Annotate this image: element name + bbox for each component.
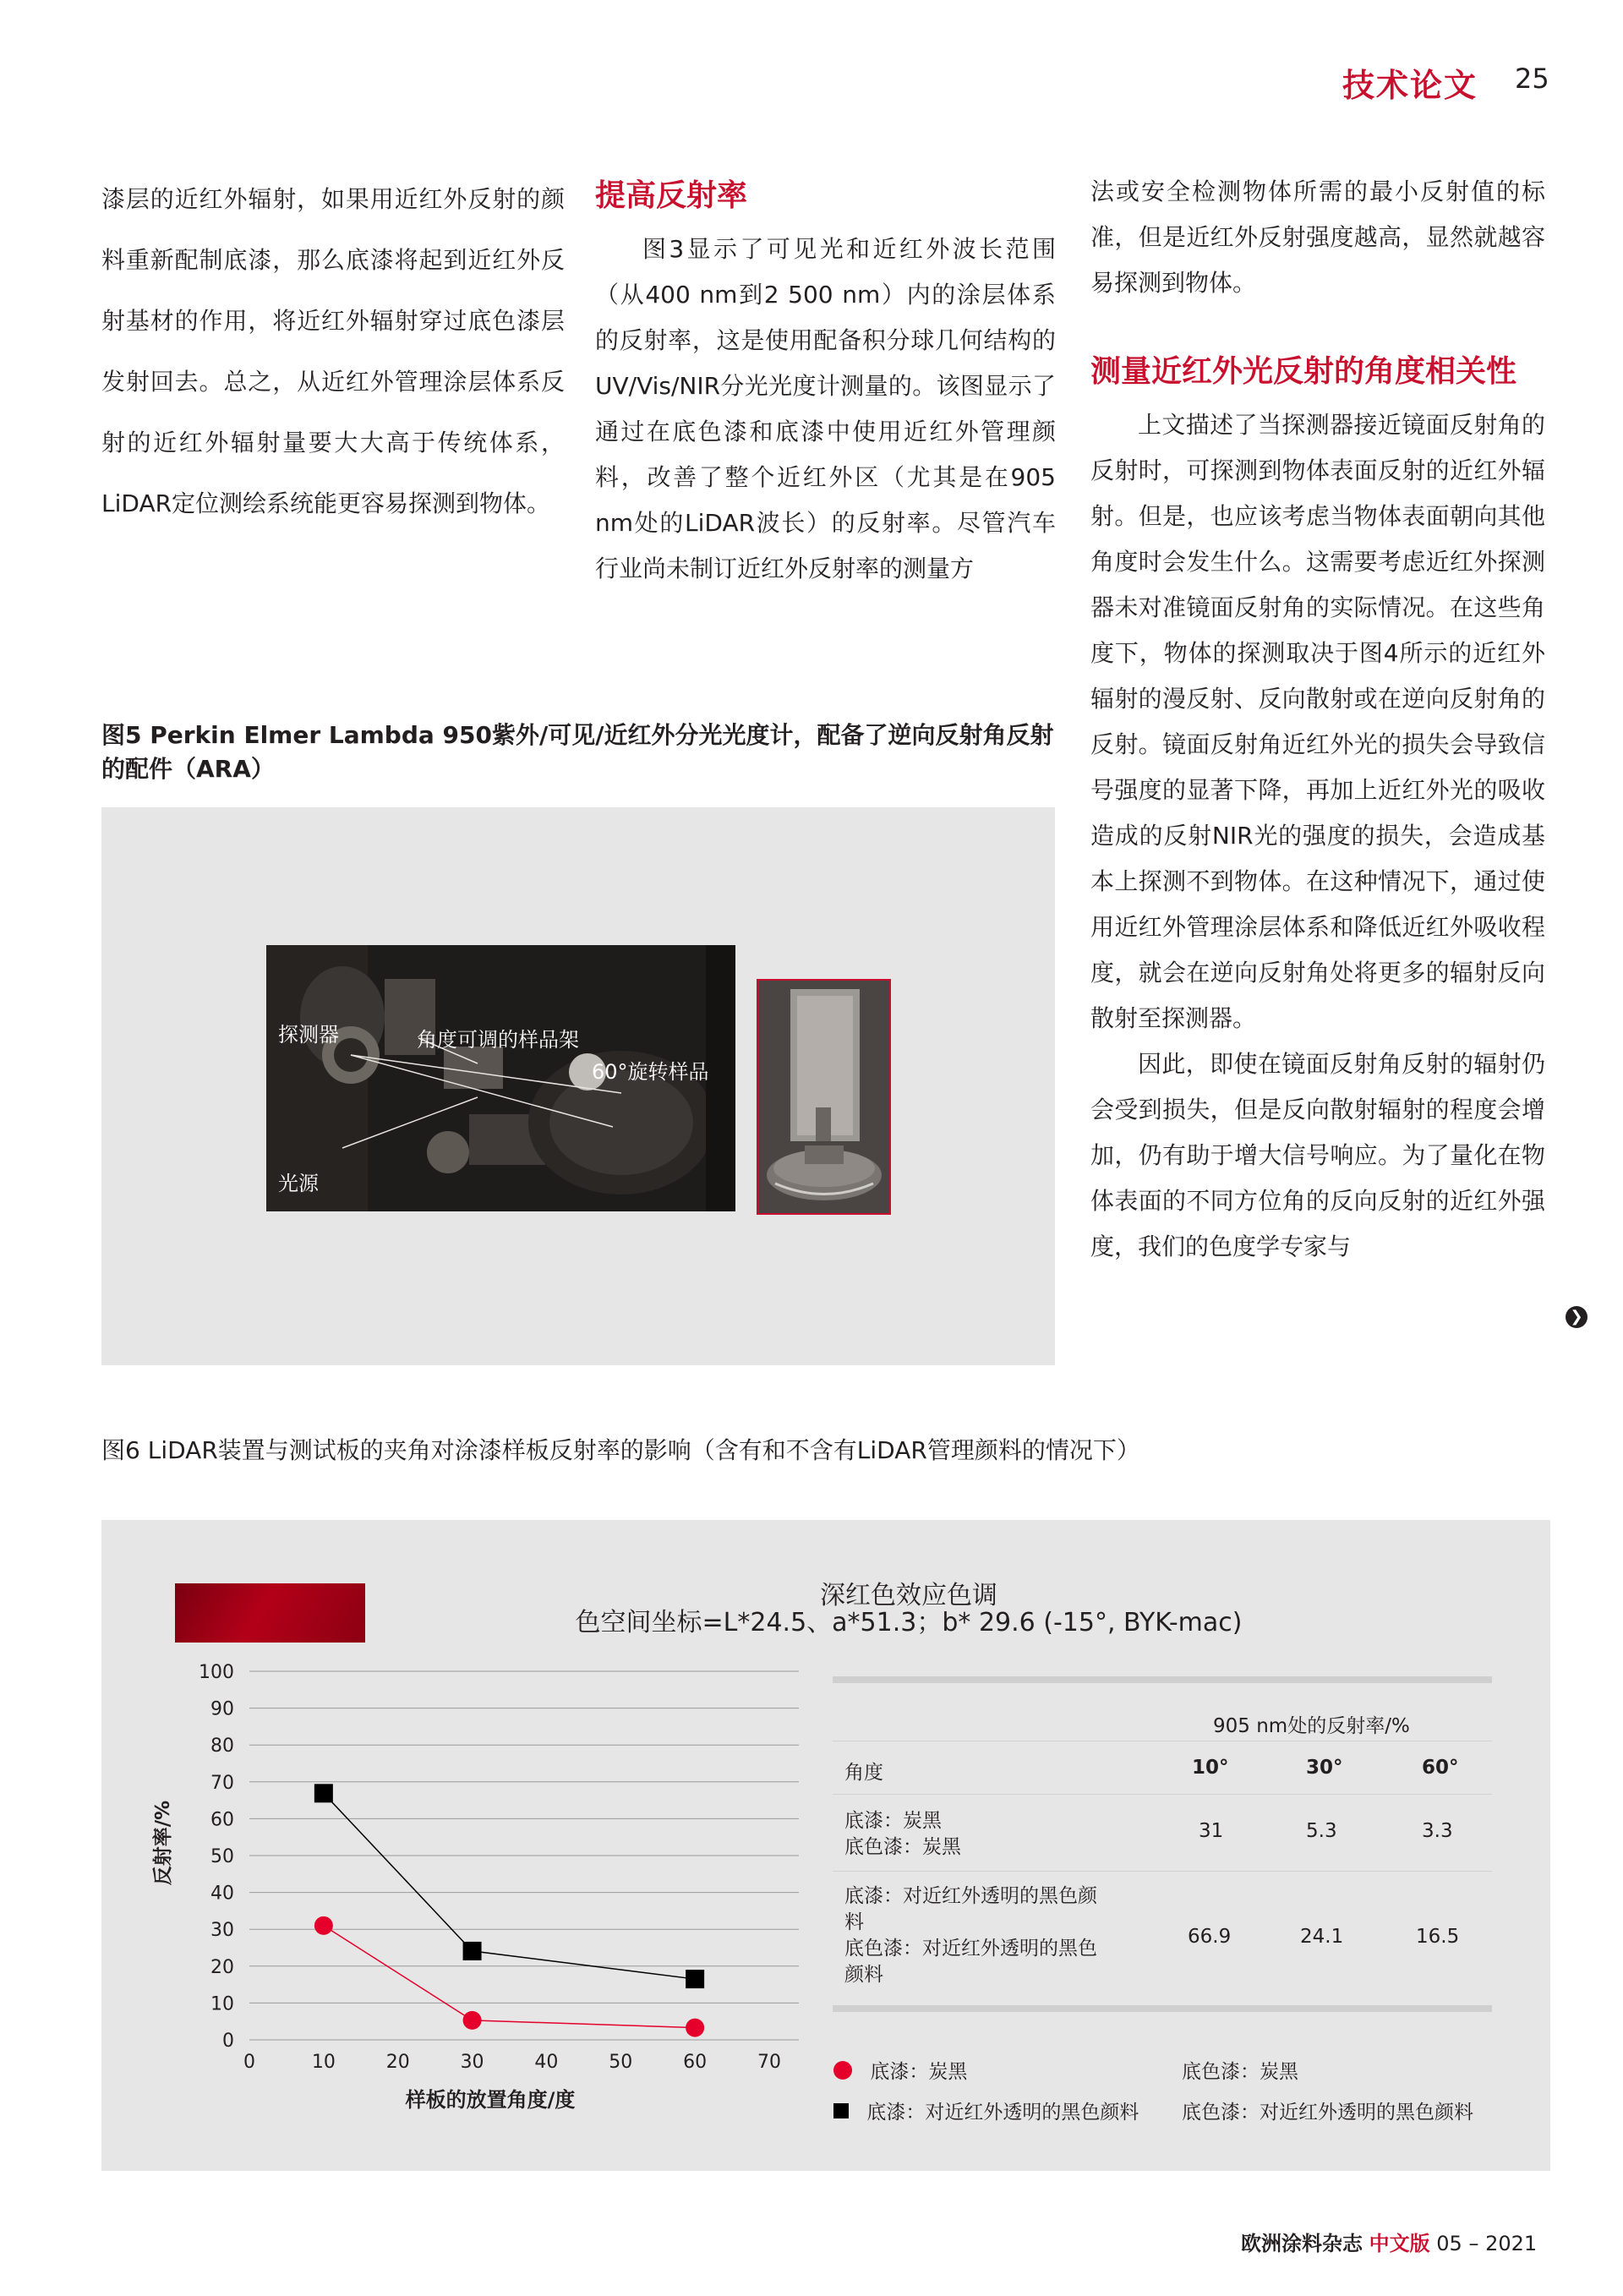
legend-item <box>833 2096 1139 2124</box>
heading-angle-dependence: 测量近红外光反射的角度相关性 <box>1090 354 1517 389</box>
x-tick-label: 40 <box>534 2052 559 2073</box>
y-tick-label: 40 <box>210 1883 234 1905</box>
y-tick-label: 20 <box>210 1956 234 1978</box>
table-angle-10: 10° <box>1192 1757 1229 1779</box>
column-2 <box>595 169 1056 592</box>
table-top-rule <box>833 1676 1492 1683</box>
table-cell: 24.1 <box>1300 1926 1344 1948</box>
column-3 <box>1090 169 1545 1270</box>
reflectance-chart <box>101 1648 828 2122</box>
legend-square-icon <box>833 2103 849 2118</box>
x-tick-label: 70 <box>757 2052 781 2073</box>
column-3-paragraph-2: 因此，即使在镜面反射角反射的辐射仍会受到损失，但是反向散射辐射的程度会增加，仍有助于增大信号响应。为了量化在物体表面的不同方位角的反向反射的近红外强度，我们的色度学专家与 <box>1090 1050 1545 1260</box>
y-tick-label: 30 <box>210 1920 234 1942</box>
table-cell: 16.5 <box>1416 1926 1460 1948</box>
table-row-label: 底漆：对近红外透明的黑色颜料 底色漆：对近红外透明的黑色颜料 <box>844 1885 1097 1986</box>
legend-primer-label: 底漆：对近红外透明的黑色颜料 <box>866 2102 1139 2124</box>
y-tick-label: 10 <box>210 1993 234 2015</box>
table-cell: 3.3 <box>1422 1820 1453 1842</box>
x-axis-label: 样板的放置角度/度 <box>405 2088 576 2112</box>
x-tick-label: 60 <box>683 2052 708 2073</box>
chart-title: 深红色效应色调 <box>820 1581 997 1610</box>
column-1-text: 漆层的近红外辐射，如果用近红外反射的颜料重新配制底漆，那么底漆将起到近红外反射基材的作用，将近红外辐射穿过底色漆层发射回去。总之，从近红外管理涂层体系反射的近红外辐射量要大大高于传统体系，LiDAR定位测绘系统能更容易探测到物体。 <box>101 185 565 517</box>
table-cell: 5.3 <box>1306 1820 1337 1842</box>
x-tick-label: 10 <box>311 2052 336 2073</box>
data-point <box>686 2019 704 2037</box>
series-line <box>324 1926 695 2028</box>
footer-edition: 中文版 <box>1369 2232 1430 2255</box>
y-tick-labels <box>199 1662 234 2052</box>
chart-series <box>314 1784 704 2036</box>
column-1 <box>101 169 565 534</box>
figure-6-caption: 图6 LiDAR装置与测试板的夹角对涂漆样板反射率的影响（含有和不含有LiDAR管理颜料的情况下） <box>101 1436 1140 1464</box>
data-point <box>463 1942 482 1960</box>
data-point <box>463 2011 482 2030</box>
legend-basecoat-label: 底色漆：对近红外透明的黑色颜料 <box>1182 2102 1473 2124</box>
column-3-intro: 法或安全检测物体所需的最小反射值的标准，但是近红外反射强度越高，显然就越容易探测到物体。 <box>1090 178 1545 297</box>
table-group-header: 905 nm处的反射率/% <box>1213 1715 1410 1737</box>
reflectance-table <box>833 1676 1492 2012</box>
continue-arrow-icon: ❯ <box>1566 1306 1587 1328</box>
legend-primer-label: 底漆：炭黑 <box>870 2061 968 2083</box>
legend-item <box>1182 2096 1473 2124</box>
y-tick-label: 50 <box>210 1846 234 1867</box>
footer <box>1241 2227 1537 2256</box>
footer-magazine: 欧洲涂料杂志 <box>1241 2232 1363 2255</box>
table-cell: 66.9 <box>1188 1926 1232 1948</box>
x-tick-label: 30 <box>460 2052 484 2073</box>
x-tick-label: 20 <box>385 2052 410 2073</box>
table-group-header-row <box>833 1683 1492 1741</box>
table-bottom-rule <box>833 2005 1492 2012</box>
spectrophotometer-photo <box>266 945 735 1211</box>
table-header-row <box>833 1741 1492 1795</box>
table-cell: 31 <box>1199 1820 1224 1842</box>
column-3-paragraph-1: 上文描述了当探测器接近镜面反射角的反射时，可探测到物体表面反射的近红外辐射。但是，也应该考虑当物体表面朝向其他角度时会发生什么。这需要考虑近红外探测器未对准镜面反射角的实际情况。在这些角度下，物体的探测取决于图4所示的近红外辐射的漫反射、反向散射或在逆向反射角的反射。镜面反射角近红外光的损失会导致信号强度的显著下降，再加上近红外光的吸收造成的反射NIR光的强度的损失，会造成基本上探测不到物体。在这种情况下，通过使用近红外管理涂层体系和降低近红外吸收程度，就会在逆向反射角处将更多的辐射反向散射至探测器。 <box>1090 411 1545 1032</box>
legend-item <box>833 2056 967 2084</box>
section-title: 技术论文 <box>1342 67 1478 104</box>
accessory-photo <box>757 979 891 1215</box>
column-2-paragraph: 图3显示了可见光和近红外波长范围（从400 nm到2 500 nm）内的涂层体系的反射率，这是使用配备积分球几何结构的UV/Vis/NIR分光光度计测量的。该图显示了通过在底色漆和底漆中使用近红外管理颜料，改善了整个近红外区（尤其是在905 nm处的LiDAR波长）的反射率。尽管汽车行业尚未制订近红外反射率的测量方 <box>595 235 1056 582</box>
y-tick-label: 100 <box>199 1662 234 1683</box>
label-rotate-sample: 60°旋转样品 <box>592 1060 709 1084</box>
data-point <box>314 1916 333 1935</box>
y-tick-label: 90 <box>210 1698 234 1720</box>
data-point <box>314 1784 333 1802</box>
table-row <box>833 1795 1492 1872</box>
table-col-label: 角度 <box>844 1762 883 1784</box>
accessory-illustration <box>758 981 889 1213</box>
footer-issue: 05 – 2021 <box>1436 2232 1538 2255</box>
x-tick-labels <box>243 2052 781 2073</box>
table-angle-30: 30° <box>1306 1757 1343 1779</box>
label-sample-holder: 角度可调的样品架 <box>417 1028 579 1052</box>
x-tick-label: 50 <box>609 2052 633 2073</box>
label-light-source: 光源 <box>278 1172 319 1195</box>
page-number: 25 <box>1515 63 1549 95</box>
chart-subtitle: 色空间坐标=L*24.5、a*51.3；b* 29.6 (-15°, BYK-mac) <box>575 1608 1243 1637</box>
y-tick-label: 70 <box>210 1772 234 1794</box>
heading-improve-reflectance: 提高反射率 <box>595 178 748 213</box>
table-row <box>833 1872 1492 2005</box>
legend-item <box>1182 2056 1298 2084</box>
legend-basecoat-label: 底色漆：炭黑 <box>1182 2061 1298 2083</box>
table-angle-60: 60° <box>1422 1757 1459 1779</box>
figure-5-caption: 图5 Perkin Elmer Lambda 950紫外/可见/近红外分光光度计，配备了逆向反射角反射的配件（ARA） <box>101 721 1054 783</box>
legend-circle-icon <box>833 2061 852 2080</box>
color-swatch <box>175 1583 365 1643</box>
y-tick-label: 0 <box>222 2031 234 2052</box>
y-axis-label: 反射率/% <box>152 1800 174 1886</box>
y-tick-label: 60 <box>210 1809 234 1831</box>
data-point <box>686 1970 704 1988</box>
series-line <box>324 1793 695 1979</box>
label-detector: 探测器 <box>278 1023 339 1047</box>
chart-grid <box>249 1671 799 2040</box>
table-row-label: 底漆：炭黑 底色漆：炭黑 <box>844 1810 961 1858</box>
y-tick-label: 80 <box>210 1736 234 1758</box>
x-tick-label: 0 <box>243 2052 255 2073</box>
